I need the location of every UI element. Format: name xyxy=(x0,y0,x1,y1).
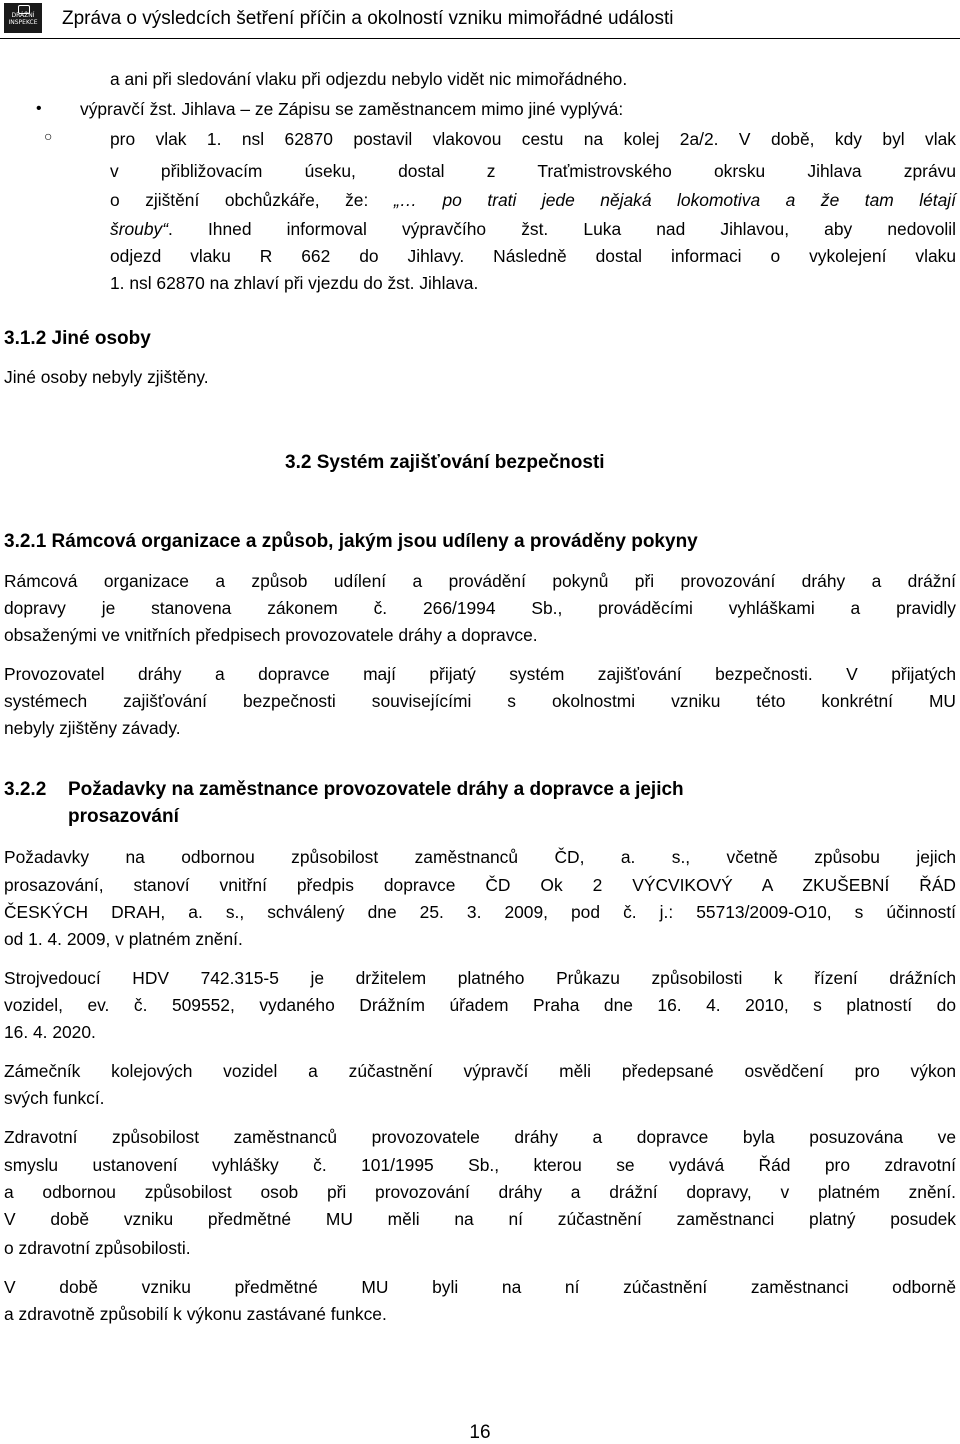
paragraph-line: a zdravotně způsobilí k výkonu zastávané funkce. xyxy=(4,1304,387,1324)
paragraph-line: Zámečník kolejových vozidel a zúčastnění výpravčí měli předepsané osvědčení pro výkon xyxy=(4,1061,956,1081)
section-heading-3-2: 3.2 Systém zajišťování bezpečnosti xyxy=(285,452,605,473)
paragraph-line: dopravy je stanovena zákonem č. 266/1994 Sb., prováděcími vyhláškami a pravidly xyxy=(4,598,956,618)
sub-line: v přibližovacím úseku, dostal z Traťmistrovského okrsku Jihlava zprávu xyxy=(110,161,956,181)
paragraph-line: o zdravotní způsobilosti. xyxy=(4,1238,191,1258)
logo-mark-icon xyxy=(18,5,30,14)
sub-line: pro vlak 1. nsl 62870 postavil vlakovou cestu na kolej 2a/2. V době, kdy byl vlak xyxy=(110,129,956,149)
paragraph-line: Provozovatel dráhy a dopravce mají přijatý systém zajišťování bezpečnosti. V přijatých xyxy=(4,664,956,684)
circle-bullet-icon: ○ xyxy=(44,128,53,144)
section-heading-3-2-2: Požadavky na zaměstnance provozovatele dráhy a dopravce a jejich xyxy=(68,779,684,800)
sub-line xyxy=(110,190,956,210)
bullet-text: výpravčí žst. Jihlava – ze Zápisu se zaměstnancem mimo jiné vyplývá: xyxy=(80,99,624,119)
quote-text: šrouby“ xyxy=(110,219,168,239)
section-heading-3-1-2: 3.1.2 Jiné osoby xyxy=(4,328,151,349)
sub-line: 1. nsl 62870 na zhlaví při vjezdu do žst. Jihlava. xyxy=(110,273,479,293)
paragraph-line: V době vzniku předmětné MU měli na ní zúčastnění zaměstnanci platný posudek xyxy=(4,1209,956,1229)
page-header xyxy=(0,0,960,40)
sub-line: odjezd vlaku R 662 do Jihlavy. Následně dostal informaci o vykolejení vlaku xyxy=(110,246,956,266)
bullet-icon: • xyxy=(36,100,42,117)
paragraph-line: od 1. 4. 2009, v platném znění. xyxy=(4,929,243,949)
section-text: Jiné osoby nebyly zjištěny. xyxy=(4,367,209,387)
intro-line: a ani při sledování vlaku při odjezdu nebylo vidět nic mimořádného. xyxy=(110,69,628,89)
paragraph-line: prosazování, stanoví vnitřní předpis dopravce ČD Ok 2 VÝCVIKOVÝ A ZKUŠEBNÍ ŘÁD xyxy=(4,875,956,895)
paragraph-line: obsaženými ve vnitřních předpisech provozovatele dráhy a dopravce. xyxy=(4,625,538,645)
paragraph-line: ČESKÝCH DRAH, a. s., schválený dne 25. 3. 2009, pod č. j.: 55713/2009-O10, s účinností xyxy=(4,902,956,922)
header-title: Zpráva o výsledcích šetření příčin a okolností vzniku mimořádné události xyxy=(62,8,674,29)
logo-text: DRÁŽNÍ INSPEKCE xyxy=(8,12,38,26)
paragraph-line: V době vzniku předmětné MU byli na ní zúčastnění zaměstnanci odborně xyxy=(4,1277,956,1297)
drazni-inspekce-logo xyxy=(4,3,42,33)
paragraph-line: a odbornou způsobilost osob při provozování dráhy a drážní dopravy, v platném znění. xyxy=(4,1182,956,1202)
paragraph-line: Strojvedoucí HDV 742.315-5 je držitelem platného Průkazu způsobilosti k řízení drážních xyxy=(4,968,956,988)
paragraph-line: Rámcová organizace a způsob udílení a provádění pokynů při provozování dráhy a drážní xyxy=(4,571,956,591)
paragraph-line: vozidel, ev. č. 509552, vydaného Drážním úřadem Praha dne 16. 4. 2010, s platností do xyxy=(4,995,956,1015)
page-number: 16 xyxy=(469,1422,491,1443)
paragraph-line: Požadavky na odbornou způsobilost zaměstnanců ČD, a. s., včetně způsobu jejich xyxy=(4,847,956,867)
section-heading-3-2-2-number: 3.2.2 xyxy=(4,779,47,800)
section-heading-3-2-2-cont: prosazování xyxy=(68,806,179,827)
header-divider xyxy=(0,38,960,39)
paragraph-line: Zdravotní způsobilost zaměstnanců provozovatele dráhy a dopravce byla posuzována ve xyxy=(4,1127,956,1147)
paragraph-line: smyslu ustanovení vyhlášky č. 101/1995 Sb., kterou se vydává Řád pro zdravotní xyxy=(4,1155,956,1175)
paragraph-line: 16. 4. 2020. xyxy=(4,1022,96,1042)
paragraph-line: nebyly zjištěny závady. xyxy=(4,718,181,738)
paragraph-line: systémech zajišťování bezpečnosti souvisejícími s okolnostmi vzniku této konkrétní MU xyxy=(4,691,956,711)
section-heading-3-2-1: 3.2.1 Rámcová organizace a způsob, jakým jsou udíleny a prováděny pokyny xyxy=(4,531,698,552)
sub-text: o zjištění obchůzkáře, že: xyxy=(110,190,394,210)
paragraph-line: svých funkcí. xyxy=(4,1088,105,1108)
quote-text: „… po trati jede nějaká lokomotiva a že tam létají xyxy=(393,190,957,210)
sub-line xyxy=(110,219,956,239)
sub-text: . Ihned informoval výpravčího žst. Luka nad Jihlavou, aby nedovolil xyxy=(168,219,956,239)
